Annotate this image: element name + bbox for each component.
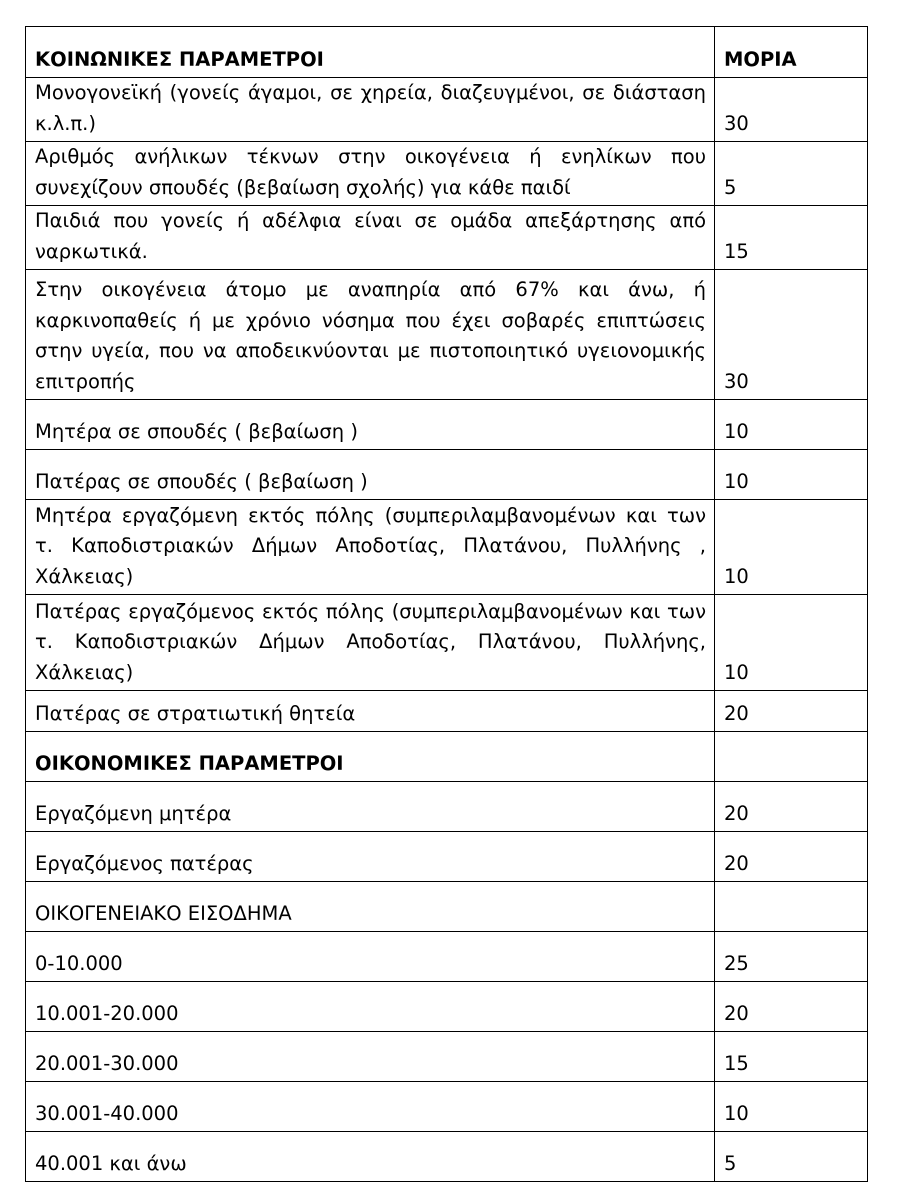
row-points: 5 <box>715 142 868 206</box>
table-row <box>26 78 868 142</box>
row-criterion: Πατέρας εργαζόμενος εκτός πόλης (συμπεριλαμβανομένων και των τ. Καποδιστριακών Δήμων Αποδοτίας, Πλατάνου, Πυλλήνης, Χάλκειας) <box>26 595 715 691</box>
row-points: 30 <box>715 78 868 142</box>
row-criterion: Πατέρας σε στρατιωτική θητεία <box>26 691 715 732</box>
points-table <box>25 26 868 1182</box>
table-row <box>26 932 868 982</box>
section-header-economic-parameters: ΟΙΚΟΝΟΜΙΚΕΣ ΠΑΡΑΜΕΤΡΟΙ <box>26 732 715 782</box>
row-points: 15 <box>715 206 868 270</box>
row-criterion: Εργαζόμενος πατέρας <box>26 832 715 882</box>
row-points: 10 <box>715 1082 868 1132</box>
table-row <box>26 1132 868 1182</box>
row-points <box>715 732 868 782</box>
section-header-row <box>26 882 868 932</box>
table-row <box>26 1032 868 1082</box>
header-label-social-parameters: ΚΟΙΝΩΝΙΚΕΣ ΠΑΡΑΜΕΤΡΟΙ <box>26 27 715 78</box>
row-criterion: Μητέρα σε σπουδές ( βεβαίωση ) <box>26 400 715 450</box>
row-points <box>715 882 868 932</box>
row-criterion: Μονογονεϊκή (γονείς άγαμοι, σε χηρεία, διαζευγμένοι, σε διάσταση κ.λ.π.) <box>26 78 715 142</box>
table-row <box>26 595 868 691</box>
table-header-row <box>26 27 868 78</box>
table-row <box>26 400 868 450</box>
row-points: 20 <box>715 832 868 882</box>
table-row <box>26 832 868 882</box>
table-row <box>26 206 868 270</box>
row-criterion: Στην οικογένεια άτομο με αναπηρία από 67% και άνω, ή καρκινοπαθείς ή με χρόνιο νόσημα που έχει σοβαρές επιπτώσεις στην υγεία, που να αποδεικνύονται με πιστοποιητικό υγειονομικής επιτροπής <box>26 270 715 400</box>
row-points: 15 <box>715 1032 868 1082</box>
row-points: 25 <box>715 932 868 982</box>
table-row <box>26 782 868 832</box>
row-points: 20 <box>715 782 868 832</box>
table-row <box>26 1082 868 1132</box>
row-criterion: 30.001-40.000 <box>26 1082 715 1132</box>
row-criterion: Αριθμός ανήλικων τέκνων στην οικογένεια ή ενηλίκων που συνεχίζουν σπουδές (βεβαίωση σχολής) για κάθε παιδί <box>26 142 715 206</box>
row-points: 10 <box>715 450 868 500</box>
row-points: 20 <box>715 691 868 732</box>
row-points: 30 <box>715 270 868 400</box>
table-row <box>26 982 868 1032</box>
row-points: 10 <box>715 400 868 450</box>
row-criterion: Παιδιά που γονείς ή αδέλφια είναι σε ομάδα απεξάρτησης από ναρκωτικά. <box>26 206 715 270</box>
row-criterion: 0-10.000 <box>26 932 715 982</box>
row-criterion: Εργαζόμενη μητέρα <box>26 782 715 832</box>
table-row <box>26 142 868 206</box>
table-row <box>26 691 868 732</box>
table-row <box>26 500 868 595</box>
row-criterion: Μητέρα εργαζόμενη εκτός πόλης (συμπεριλαμβανομένων και των τ. Καποδιστριακών Δήμων Αποδοτίας, Πλατάνου, Πυλλήνης , Χάλκειας) <box>26 500 715 595</box>
section-header-family-income: ΟΙΚΟΓΕΝΕΙΑΚΟ ΕΙΣΟΔΗΜΑ <box>26 882 715 932</box>
table-row <box>26 270 868 400</box>
row-criterion: Πατέρας σε σπουδές ( βεβαίωση ) <box>26 450 715 500</box>
header-label-points: ΜΟΡΙΑ <box>715 27 868 78</box>
row-points: 5 <box>715 1132 868 1182</box>
section-header-row <box>26 732 868 782</box>
row-points: 20 <box>715 982 868 1032</box>
row-criterion: 10.001-20.000 <box>26 982 715 1032</box>
row-points: 10 <box>715 500 868 595</box>
row-criterion: 20.001-30.000 <box>26 1032 715 1082</box>
row-criterion: 40.001 και άνω <box>26 1132 715 1182</box>
table-row <box>26 450 868 500</box>
row-points: 10 <box>715 595 868 691</box>
